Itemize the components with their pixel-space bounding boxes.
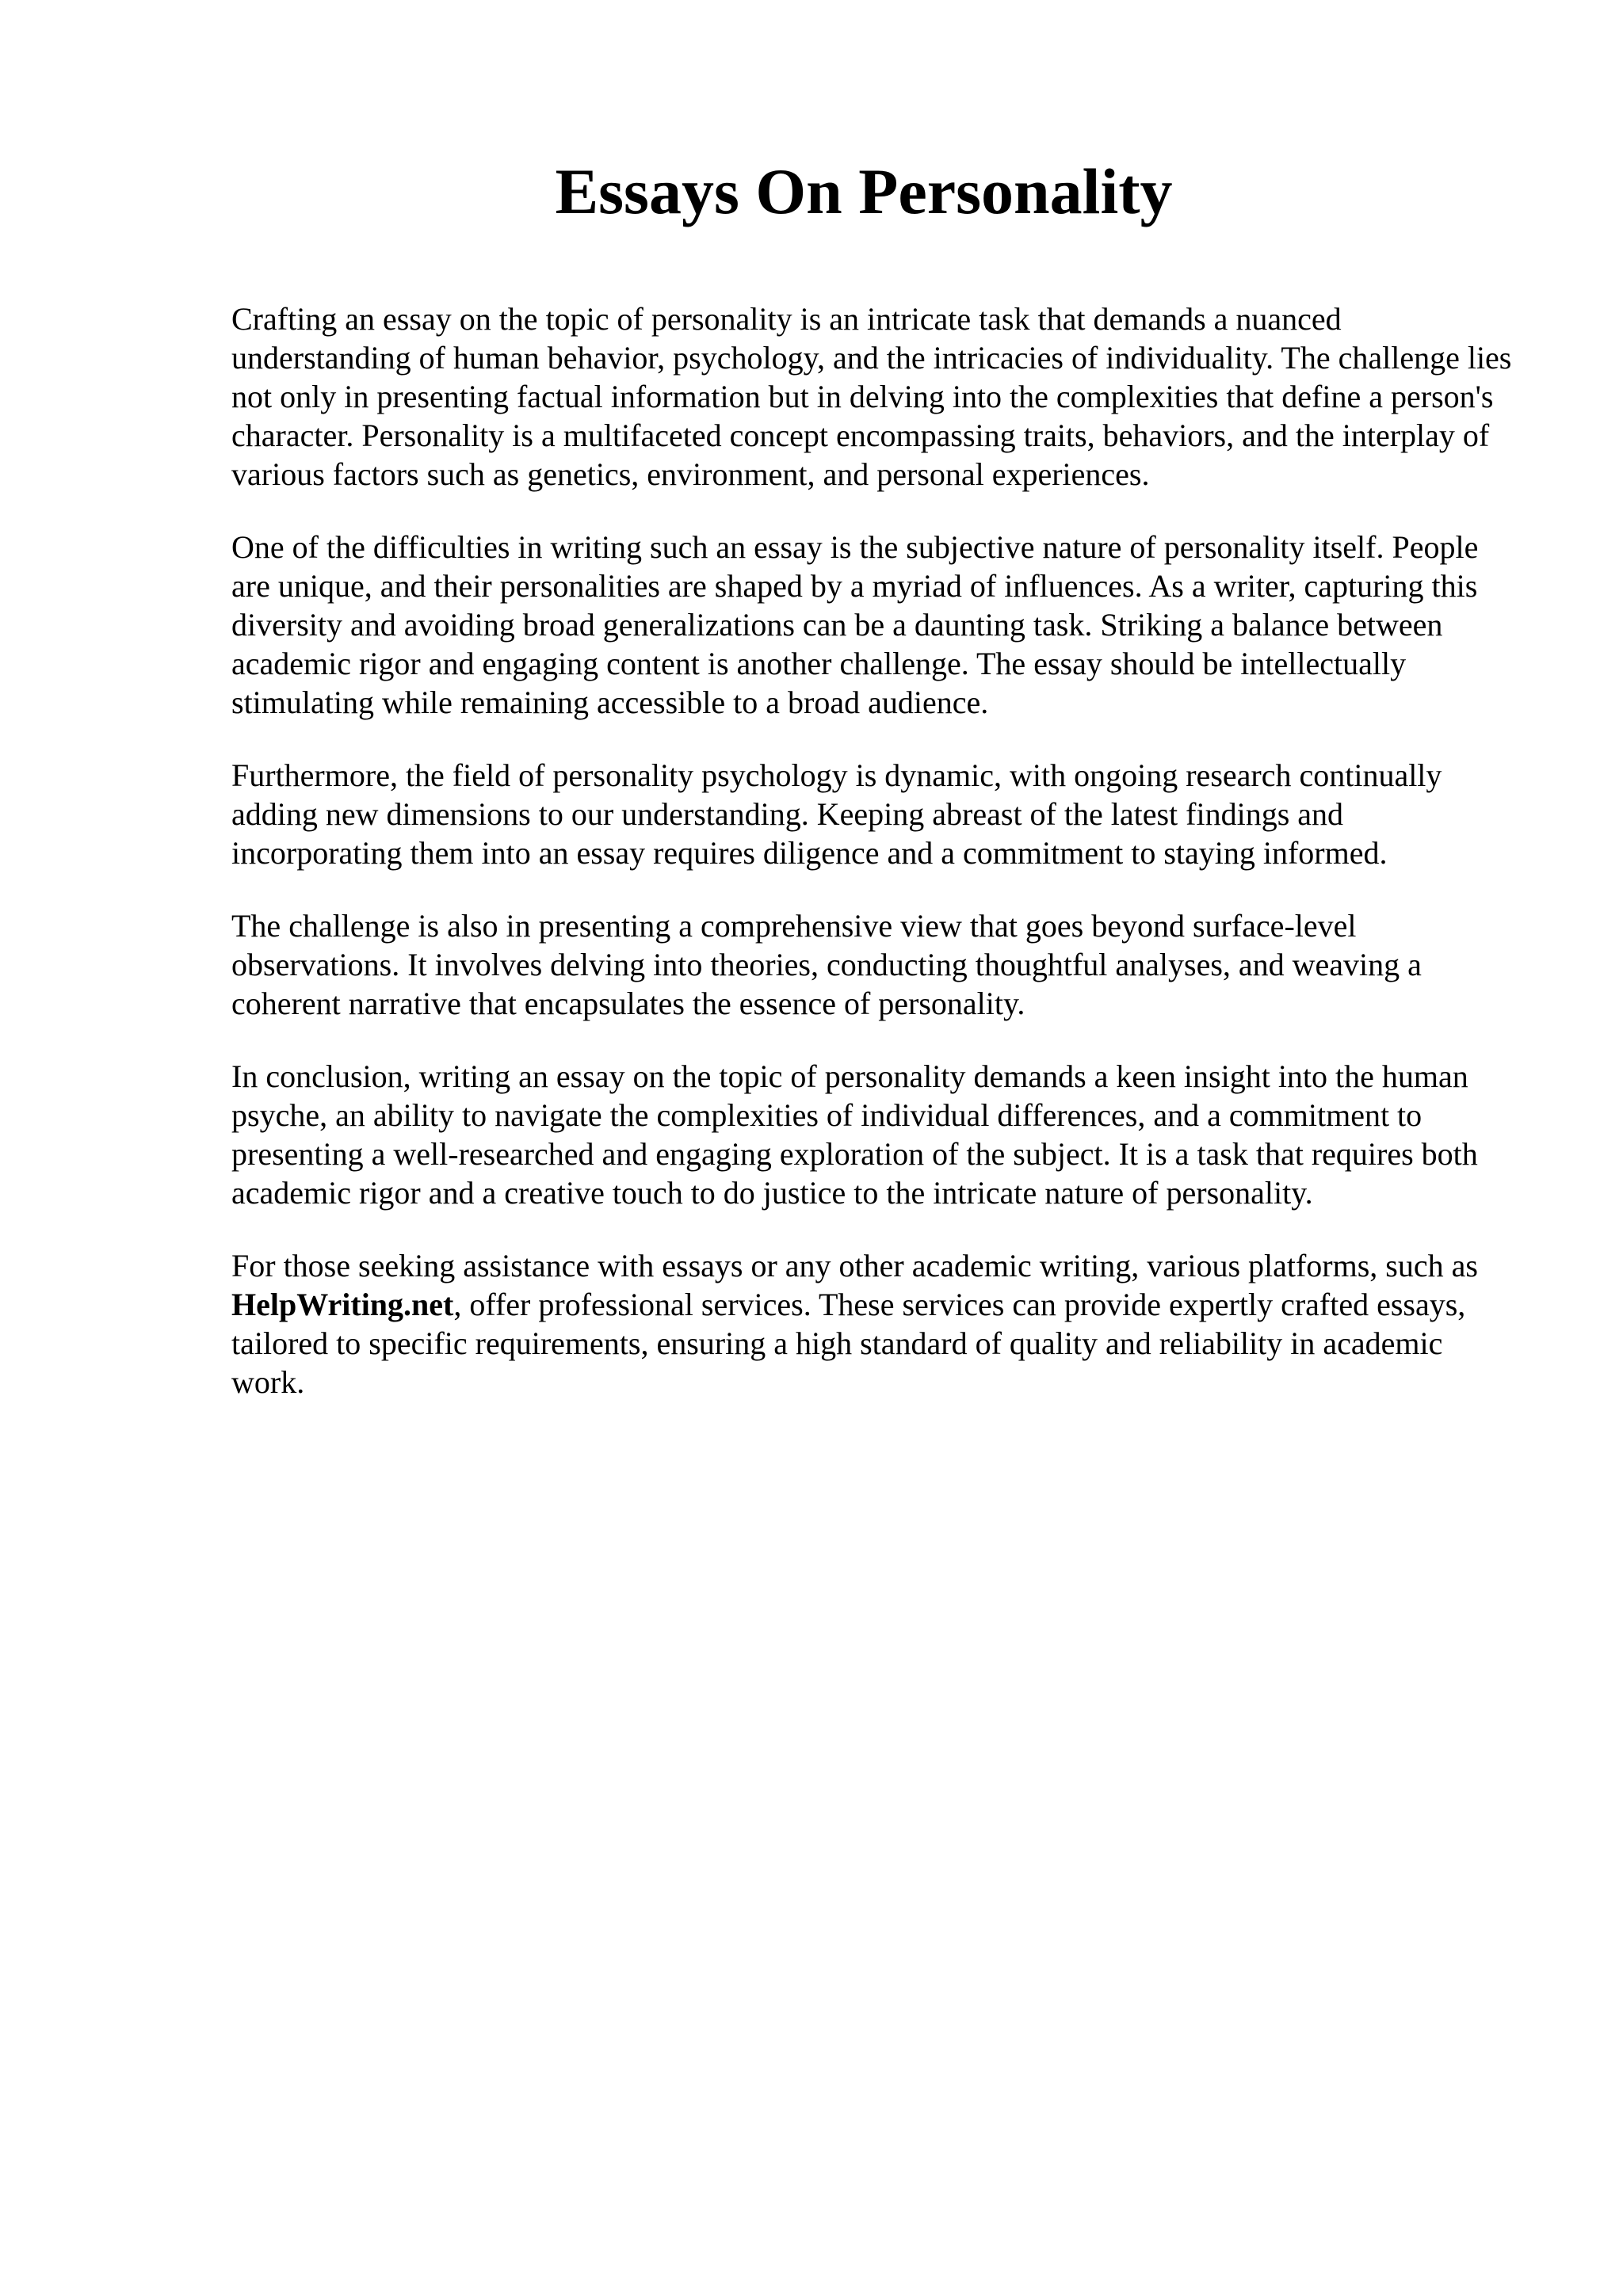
- paragraph-5: In conclusion, writing an essay on the topic of personality demands a keen insight into the human psyche, an ability to navigate the complexities of individual differences, and a commitment to presenting a well-researched and engaging exploration of the subject. It is a task that requires both academic rigor and a creative touch to do justice to the intricate nature of personality.: [231, 1058, 1478, 1211]
- closing-text-after-link: , offer professional services. These services can provide expertly crafted essays, tailored to specific requirements, ensuring a high standard of quality and reliability in academic work.: [231, 1287, 1466, 1400]
- essay-body: [231, 299, 1519, 1436]
- closing-text-before-link: For those seeking assistance with essays or any other academic writing, various platforms, such as: [231, 1248, 1478, 1283]
- paragraph-2: One of the difficulties in writing such an essay is the subjective nature of personality itself. People are unique, and their personalities are shaped by a myriad of influences. As a writer, capturing this diversity and avoiding broad generalizations can be a daunting task. Striking a balance between academic rigor and engaging content is another challenge. The essay should be intellectually stimulating while remaining accessible to a broad audience.: [231, 529, 1479, 720]
- helpwriting-link[interactable]: HelpWriting.net: [231, 1287, 454, 1322]
- page-title: Essays On Personality: [555, 155, 1173, 227]
- closing-paragraph: [231, 1246, 1519, 1402]
- paragraph-3: Furthermore, the field of personality psychology is dynamic, with ongoing research continually adding new dimensions to our understanding. Keeping abreast of the latest findings and incorporating them into an essay requires diligence and a commitment to staying informed.: [231, 757, 1442, 871]
- paragraph-1: Crafting an essay on the topic of personality is an intricate task that demands a nuanced understanding of human behavior, psychology, and the intricacies of individuality. The challenge lies not only in presenting factual information but in delving into the complexities that define a person's character. Personality is a multifaceted concept encompassing traits, behaviors, and the interplay of various factors such as genetics, environment, and personal experiences.: [231, 301, 1512, 492]
- paragraph-4: The challenge is also in presenting a comprehensive view that goes beyond surface-level observations. It involves delving into theories, conducting thoughtful analyses, and weaving a coherent narrative that encapsulates the essence of personality.: [231, 908, 1422, 1021]
